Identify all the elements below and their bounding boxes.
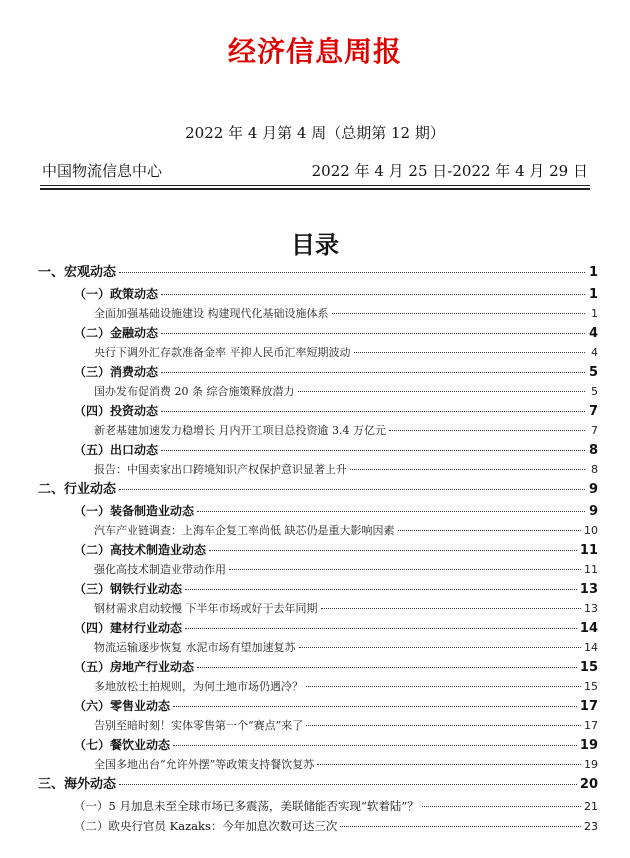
dot-leader (299, 647, 582, 648)
toc-article[interactable] (38, 421, 598, 440)
toc-article-label: 报告：中国卖家出口跨境知识产权保护意识显著上升 (94, 463, 347, 476)
dot-leader (161, 372, 585, 373)
toc-article-label: 央行下调外汇存款准备金率 平抑人民币汇率短期波动 (94, 346, 351, 359)
toc-subsection-real-estate[interactable] (38, 657, 598, 677)
toc-subsection-label: （一）装备制造业动态 (74, 504, 195, 518)
toc-article[interactable] (38, 560, 598, 579)
dot-leader (197, 511, 585, 512)
toc-page-number: 11 (584, 563, 598, 576)
toc-page-number: 1 (588, 287, 598, 302)
toc-page-number: 13 (579, 582, 598, 597)
dot-leader (332, 313, 586, 314)
toc-article[interactable] (38, 382, 598, 401)
toc-page-number: 11 (579, 543, 598, 558)
toc-subsection-catering[interactable] (38, 735, 598, 755)
dot-leader (209, 550, 577, 551)
dot-leader (161, 333, 585, 334)
toc-article-label: 全面加强基础设施建设 构建现代化基础设施体系 (94, 307, 329, 320)
toc-section-overseas[interactable] (38, 774, 598, 796)
toc-article[interactable] (38, 304, 598, 323)
toc-page-number: 10 (584, 524, 598, 537)
toc-article[interactable] (38, 677, 598, 696)
toc-subsection-finance[interactable] (38, 323, 598, 343)
dot-leader (321, 608, 582, 609)
toc-article[interactable] (38, 343, 598, 362)
toc-heading: 目录 (291, 231, 339, 259)
toc-section-label: 二、行业动态 (38, 482, 117, 497)
toc-article-label: 汽车产业链调查：上海车企复工率尚低 缺芯仍是重大影响因素 (94, 524, 395, 537)
toc-subsection-retail[interactable] (38, 696, 598, 716)
toc-subsection-label: （二）金融动态 (74, 326, 159, 340)
toc-page-number: 7 (588, 404, 598, 419)
toc-article-label: 新老基建加速发力稳增长 月内开工项目总投资逾 3.4 万亿元 (94, 424, 386, 437)
toc-subsection-label: （四）投资动态 (74, 404, 159, 418)
toc-page-number: 13 (584, 602, 598, 615)
toc-section-macro[interactable] (38, 262, 598, 284)
dot-leader (161, 411, 585, 412)
toc-article-label: 全国多地出台“允许外摆”等政策支持餐饮复苏 (94, 758, 315, 771)
toc-page-number: 20 (579, 777, 598, 792)
toc-subsection-policy[interactable] (38, 284, 598, 304)
toc-page-number: 1 (591, 307, 598, 320)
toc-section-label: 一、宏观动态 (38, 265, 117, 280)
report-title: 经济信息周报 (227, 35, 402, 68)
dot-leader (173, 706, 577, 707)
toc-subsection-label: （五）房地产行业动态 (74, 660, 195, 674)
dot-leader (161, 450, 585, 451)
toc-section-industry[interactable] (38, 479, 598, 501)
toc-article-label: 多地放松土拍规则，为何土地市场仍遇冷？ (94, 680, 303, 693)
toc-page-number: 19 (579, 738, 598, 753)
toc-subsection-consumption[interactable] (38, 362, 598, 382)
dot-leader (317, 764, 581, 765)
toc-article-label: 告别至暗时刻！实体零售第一个“赛点”来了 (94, 719, 304, 732)
toc-subsection-equipment[interactable] (38, 501, 598, 521)
toc-page-number: 4 (591, 346, 598, 359)
dot-leader (306, 686, 581, 687)
toc-subsection-steel[interactable] (38, 579, 598, 599)
toc-article-label: 物流运输逐步恢复 水泥市场有望加速复苏 (94, 641, 296, 654)
toc-page-number: 9 (588, 504, 598, 519)
toc-page-number: 15 (579, 660, 598, 675)
toc-page-number: 9 (588, 482, 598, 497)
toc-article[interactable] (38, 460, 598, 479)
toc-item-label: （一）5 月加息未至全球市场已多震荡，美联储能否实现“软着陆”？ (74, 799, 419, 813)
toc-subsection-investment[interactable] (38, 401, 598, 421)
toc-page-number: 15 (584, 680, 598, 693)
toc-article-label: 国办发布促消费 20 条 综合施策释放潜力 (94, 385, 295, 398)
dot-leader (422, 806, 581, 807)
toc-article[interactable] (38, 755, 598, 774)
toc-page-number: 14 (584, 641, 598, 654)
dot-leader (389, 430, 585, 431)
header-rule-thick (40, 188, 590, 190)
dot-leader (354, 352, 586, 353)
toc-page-number: 21 (584, 800, 598, 813)
toc-item-label: （二）欧央行官员 Kazaks：今年加息次数可达三次 (74, 819, 338, 833)
dot-leader (161, 294, 585, 295)
toc-item-overseas[interactable] (38, 816, 598, 836)
dot-leader (306, 725, 581, 726)
toc-page-number: 19 (584, 758, 598, 771)
toc-subsection-label: （六）零售业动态 (74, 699, 171, 713)
dot-leader (229, 569, 581, 570)
toc-article[interactable] (38, 521, 598, 540)
toc-section-label: 三、海外动态 (38, 777, 117, 792)
header-rule-thin (40, 185, 590, 186)
toc-subsection-export[interactable] (38, 440, 598, 460)
dot-leader (340, 826, 581, 827)
toc-page-number: 17 (584, 719, 598, 732)
toc-article-label: 钢材需求启动较慢 下半年市场或好于去年同期 (94, 602, 318, 615)
dot-leader (119, 489, 585, 490)
toc-subsection-label: （三）消费动态 (74, 365, 159, 379)
toc-subsection-hightech[interactable] (38, 540, 598, 560)
dot-leader (119, 272, 585, 273)
date-range: 2022 年 4 月 25 日-2022 年 4 月 29 日 (311, 162, 588, 180)
toc-article[interactable] (38, 638, 598, 657)
table-of-contents (38, 262, 598, 836)
toc-article-label: 强化高技术制造业带动作用 (94, 563, 226, 576)
toc-page-number: 1 (588, 265, 598, 280)
organization-name: 中国物流信息中心 (42, 162, 163, 180)
toc-page-number: 8 (591, 463, 598, 476)
toc-item-overseas[interactable] (38, 796, 598, 816)
toc-subsection-label: （二）高技术制造业动态 (74, 543, 207, 557)
issue-number: 2022 年 4 月第 4 周（总期第 12 期） (185, 124, 445, 142)
toc-article[interactable] (38, 716, 598, 735)
toc-page-number: 5 (588, 365, 598, 380)
toc-subsection-label: （三）钢铁行业动态 (74, 582, 183, 596)
toc-subsection-label: （五）出口动态 (74, 443, 159, 457)
toc-article[interactable] (38, 599, 598, 618)
toc-page-number: 14 (579, 621, 598, 636)
toc-page-number: 17 (579, 699, 598, 714)
toc-page-number: 4 (588, 326, 598, 341)
dot-leader (298, 391, 586, 392)
toc-page-number: 7 (591, 424, 598, 437)
dot-leader (119, 784, 577, 785)
toc-subsection-label: （七）餐饮业动态 (74, 738, 171, 752)
dot-leader (398, 530, 582, 531)
toc-subsection-label: （四）建材行业动态 (74, 621, 183, 635)
toc-page-number: 23 (584, 820, 598, 833)
dot-leader (173, 745, 577, 746)
toc-page-number: 8 (588, 443, 598, 458)
dot-leader (197, 667, 577, 668)
dot-leader (185, 628, 577, 629)
dot-leader (185, 589, 577, 590)
toc-subsection-label: （一）政策动态 (74, 287, 159, 301)
dot-leader (350, 469, 585, 470)
toc-subsection-building-materials[interactable] (38, 618, 598, 638)
toc-page-number: 5 (591, 385, 598, 398)
